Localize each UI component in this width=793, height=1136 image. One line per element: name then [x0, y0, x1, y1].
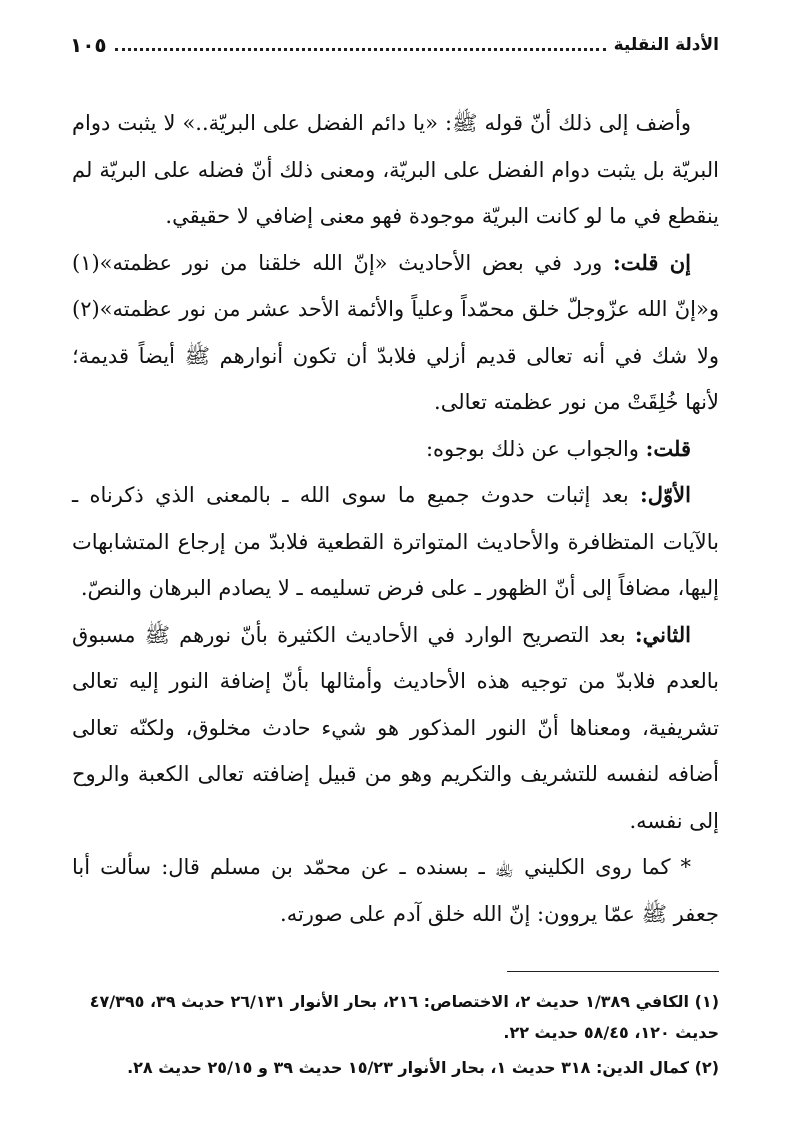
paragraph-2-lead: إن قلت:: [613, 249, 691, 275]
paragraph-3: [72, 426, 719, 473]
page-header: [70, 28, 719, 62]
paragraph-2: [72, 240, 719, 426]
footnote-divider: [507, 971, 719, 972]
paragraph-3-text: والجواب عن ذلك بوجوه:: [425, 436, 646, 461]
body-text: [72, 100, 719, 937]
paragraph-3-lead: قلت:: [645, 435, 691, 461]
paragraph-4: [72, 472, 719, 612]
paragraph-2-text: ورد في بعض الأحاديث «إنّ الله خلقنا من نور عظمته»(١) و«إنّ الله عزّوجلّ خلق محمّداً وعلياً والأئمة الأحد عشر من نور عظمته»(٢) ولا شك في أنه تعالى قديم أزلي فلابدّ أن تكون أنوارهم ﷺ أيضاً قديمة؛ لأنها خُلِقَتْ من نور عظمته تعالى.: [72, 250, 719, 414]
running-title: الأدلة النقلية: [613, 35, 719, 55]
paragraph-4-text: بعد إثبات حدوث جميع ما سوى الله ـ بالمعنى الذي ذكرناه ـ بالآيات المتظافرة والأحاديث المتواترة القطعية فلابدّ من إرجاع المتشابهات إليها، مضافاً إلى أنّ الظهور ـ على فرض تسليمه ـ لا يصادم البرهان والنصّ.: [72, 483, 719, 600]
paragraph-1: وأضف إلى ذلك أنّ قوله ﷺ: «يا دائم الفضل على البريّة..» لا يثبت دوام البريّة بل يثبت دوام الفضل على البريّة، ومعنى ذلك أنّ فضله على البريّة لم ينقطع في ما لو كانت البريّة موجودة فهو معنى إضافي لا حقيقي.: [72, 111, 719, 228]
paragraph-5-text: بعد التصريح الوارد في الأحاديث الكثيرة بأنّ نورهم ﷺ مسبوق بالعدم فلابدّ من توجيه هذه الأحاديث وأمثالها بأنّ إضافة النور إليه تعالى تشريفية، ومعناها أنّ النور المذكور هو شيء حادث مخلوق، ولكنّه تعالى أضافه لنفسه للتشريف والتكريم وهو من قبيل إضافته تعالى الكعبة والروح إلى نفسه.: [72, 622, 719, 833]
page-number: ١٠٥: [70, 33, 107, 57]
paragraph-4-lead: الأوّل:: [640, 482, 691, 507]
dotted-leader: [115, 48, 606, 51]
paragraph-6: * كما روى الكليني ﵀ ـ بسنده ـ عن محمّد بن مسلم قال: سألت أبا جعفر ﷺ عمّا يروون: إنّ الله خلق آدم على صورته.: [72, 855, 719, 926]
footnote-2: (٢) كمال الدين: ٣١٨ حديث ١، بحار الأنوار ١٥/٢٣ حديث ٣٩ و ٢٥/١٥ حديث ٢٨.: [127, 1058, 719, 1077]
paragraph-5: [72, 612, 719, 845]
footnote-1: (١) الكافي ١/٣٨٩ حديث ٢، الاختصاص: ٢١٦، بحار الأنوار ٢٦/١٣١ حديث ٣٩، ٤٧/٣٩٥ حديث ١٢٠، ٥٨/٤٥ حديث ٢٢.: [89, 992, 719, 1042]
footnotes: [72, 986, 719, 1083]
paragraph-5-lead: الثاني:: [634, 621, 691, 647]
